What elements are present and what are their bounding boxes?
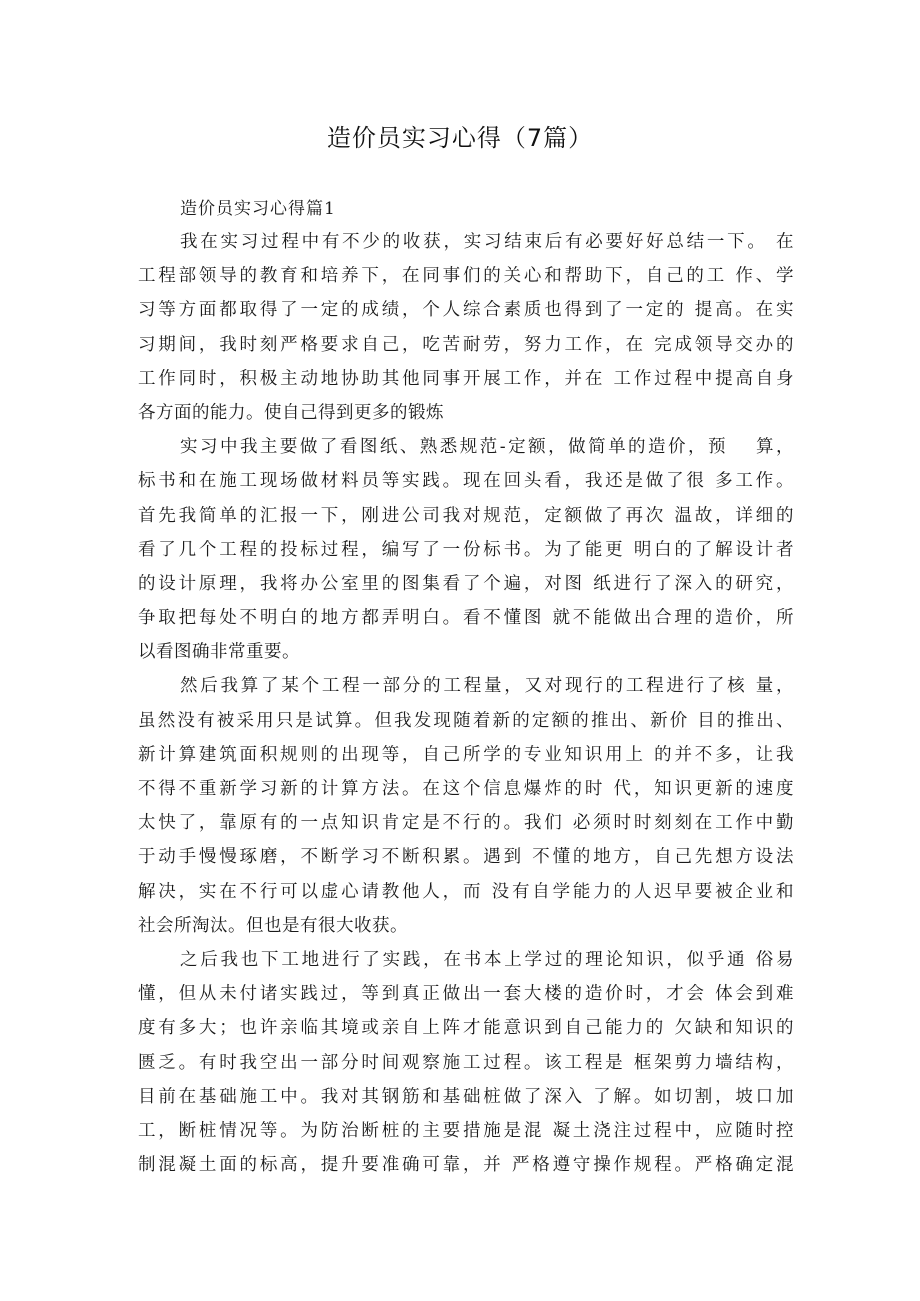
text-line: 然后我算了某个工程一部分的工程量，又对现行的工程进行了核 量， <box>180 676 794 697</box>
document-title: 造价员实习心得（7篇） <box>326 124 594 152</box>
text-line: 工，断桩情况等。为防治断桩的主要措施是混 凝土浇注过程中，应随时控 <box>138 1120 794 1141</box>
text-line: 目前在基础施工中。我对其钢筋和基础桩做了深入 了解。如切割，坡口加 <box>138 1086 794 1107</box>
text-line: 懂，但从未付诸实践过，等到真正做出一套大楼的造价时，才会 体会到难 <box>138 984 794 1005</box>
text-line: 于动手慢慢琢磨，不断学习不断积累。遇到 不懂的地方，自己先想方设法 <box>138 847 794 868</box>
text-line: 太快了，靠原有的一点知识肯定是不行的。我们 必须时时刻刻在工作中勤 <box>138 813 794 834</box>
text-line: 度有多大；也许亲临其境或亲自上阵才能意识到自己能力的 欠缺和知识的 <box>138 1018 794 1039</box>
text-line: 各方面的能力。使自己得到更多的锻炼 <box>138 402 444 423</box>
text-line: 首先我简单的汇报一下，刚进公司我对规范，定额做了再次 温故，详细的 <box>138 505 794 526</box>
text-line: 工作同时，积极主动地协助其他同事开展工作，并在 工作过程中提高自身 <box>138 368 794 389</box>
text-line: 习期间，我时刻严格要求自己，吃苦耐劳，努力工作，在 完成领导交办的 <box>138 334 794 355</box>
text-line: 实习中我主要做了看图纸、熟悉规范-定额，做简单的造价，预 算， <box>180 437 794 458</box>
body-text <box>138 225 794 1182</box>
text-line: 以看图确非常重要。 <box>138 642 300 663</box>
text-line: 之后我也下工地进行了实践，在书本上学过的理论知识，似乎通 俗易 <box>180 949 794 970</box>
text-line: 虽然没有被采用只是试算。但我发现随着新的定额的推出、新价 目的推出、 <box>138 710 794 731</box>
text-line: 社会所淘汰。但也是有很大收获。 <box>138 915 408 936</box>
text-line: 看了几个工程的投标过程，编写了一份标书。为了能更 明白的了解设计者 <box>138 539 794 560</box>
text-line: 我在实习过程中有不少的收获，实习结束后有必要好好总结一下。 在 <box>180 232 794 252</box>
text-line: 匮乏。有时我空出一部分时间观察施工过程。该工程是 框架剪力墙结构， <box>138 1052 794 1073</box>
text-line: 习等方面都取得了一定的成绩，个人综合素质也得到了一定的 提高。在实 <box>138 300 794 321</box>
text-line: 争取把每处不明白的地方都弄明白。看不懂图 就不能做出合理的造价，所 <box>138 608 794 629</box>
section-heading: 造价员实习心得篇1 <box>180 199 336 219</box>
text-line: 的设计原理，我将办公室里的图集看了个遍，对图 纸进行了深入的研究， <box>138 573 794 594</box>
text-line: 工程部领导的教育和培养下，在同事们的关心和帮助下，自己的工 作、学 <box>138 266 794 287</box>
text-line: 不得不重新学习新的计算方法。在这个信息爆炸的时 代，知识更新的速度 <box>138 779 794 799</box>
text-line: 新计算建筑面积规则的出现等，自己所学的专业知识用上 的并不多，让我 <box>138 744 794 765</box>
text-line: 制混凝土面的标高，提升要准确可靠，并 严格遵守操作规程。严格确定混 <box>138 1155 794 1176</box>
text-line: 解决，实在不行可以虚心请教他人，而 没有自学能力的人迟早要被企业和 <box>138 881 794 902</box>
text-line: 标书和在施工现场做材料员等实践。现在回头看，我还是做了很 多工作。 <box>138 471 794 492</box>
